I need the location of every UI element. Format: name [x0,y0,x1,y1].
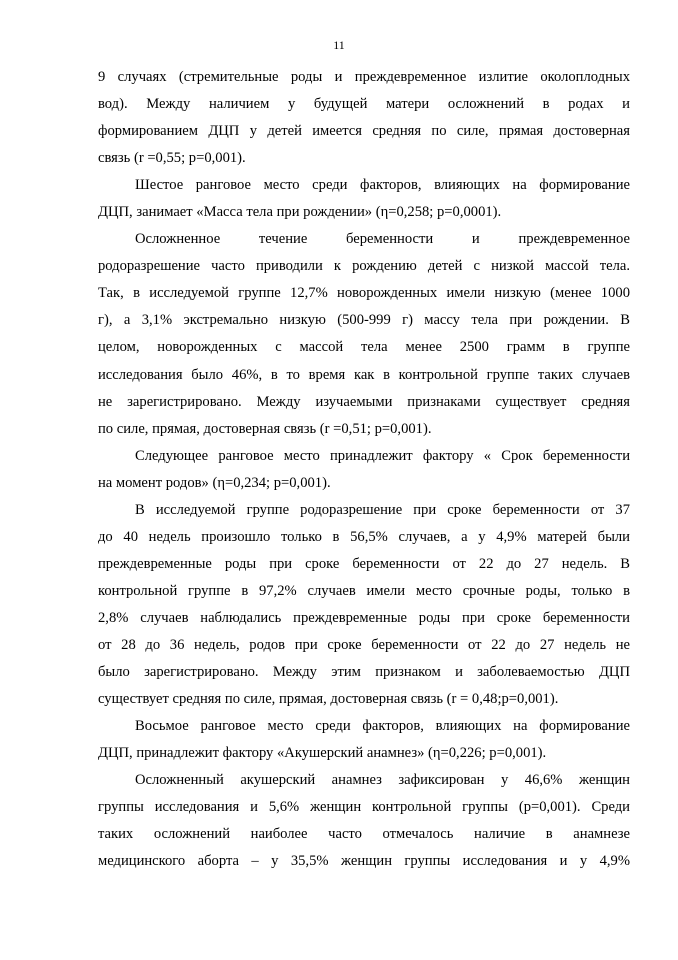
text-line: на момент родов» (η=0,234; p=0,001). [98,474,331,491]
text-line: не зарегистрировано. Между изучаемыми признаками существует средняя [98,393,630,410]
body-text [98,64,630,875]
text-line: по силе, прямая, достоверная связь (r =0,51; p=0,001). [98,420,432,437]
text-line: 2,8% случаев наблюдались преждевременные роды при сроке беременности [98,609,630,626]
text-line: целом, новорожденных с массой тела менее 2500 грамм в группе [98,339,630,356]
text-line: В исследуемой группе родоразрешение при сроке беременности от 37 [135,501,630,518]
text-line: ДЦП, занимает «Масса тела при рождении» (η=0,258; p=0,0001). [98,204,502,221]
text-line: от 28 до 36 недель, родов при сроке беременности от 22 до 27 недель не [98,636,630,653]
paragraph [98,497,630,713]
text-line: г), а 3,1% экстремально низкую (500-999 г) массу тела при рождении. В [98,312,630,329]
text-line: таких осложнений наиболее часто отмечалось наличие в анамнезе [98,826,630,843]
text-line: контрольной группе в 97,2% случаев имели место срочные роды, только в [98,582,630,599]
text-line: было зарегистрировано. Между этим признаком и заболеваемостью ДЦП [98,664,630,681]
text-line: родоразрешение часто приводили к рождению детей с низкой массой тела. [98,258,630,275]
text-line: 9 случаях (стремительные роды и преждевременное излитие околоплодных [98,69,630,85]
paragraph [98,226,630,442]
text-line: ДЦП, принадлежит фактору «Акушерский анамнез» (η=0,226; p=0,001). [98,745,547,762]
paragraph [98,767,630,875]
page-number: 11 [333,38,345,52]
text-line: Так, в исследуемой группе 12,7% новорожденных имели низкую (менее 1000 [98,285,630,302]
text-line: вод). Между наличием у будущей матери осложнений в родах и [98,96,630,113]
text-line: группы исследования и 5,6% женщин контрольной группы (p=0,001). Среди [98,799,630,816]
text-line: Следующее ранговое место принадлежит фактору « Срок беременности [135,447,630,464]
text-line: исследования было 46%, в то время как в контрольной группе таких случаев [98,366,630,383]
text-line: связь (r =0,55; p=0,001). [98,150,246,167]
text-line: медицинского аборта – у 35,5% женщин группы исследования и у 4,9% [98,853,630,870]
text-line: Восьмое ранговое место среди факторов, влияющих на формирование [135,718,630,735]
text-line: до 40 недель произошло только в 56,5% случаев, а у 4,9% матерей были [98,528,630,545]
text-line: Шестое ранговое место среди факторов, влияющих на формирование [135,177,630,194]
text-line: существует средняя по силе, прямая, достоверная связь (r = 0,48;p=0,001). [98,691,559,708]
text-line: Осложненное течение беременности и преждевременное [135,231,630,248]
paragraph [98,443,630,497]
text-line: формированием ДЦП у детей имеется средняя по силе, прямая достоверная [98,123,630,140]
text-line: преждевременные роды при сроке беременности от 22 до 27 недель. В [98,555,630,572]
text-line: Осложненный акушерский анамнез зафиксирован у 46,6% женщин [135,772,630,789]
paragraph [98,172,630,226]
paragraph [98,713,630,767]
paragraph [98,64,630,172]
